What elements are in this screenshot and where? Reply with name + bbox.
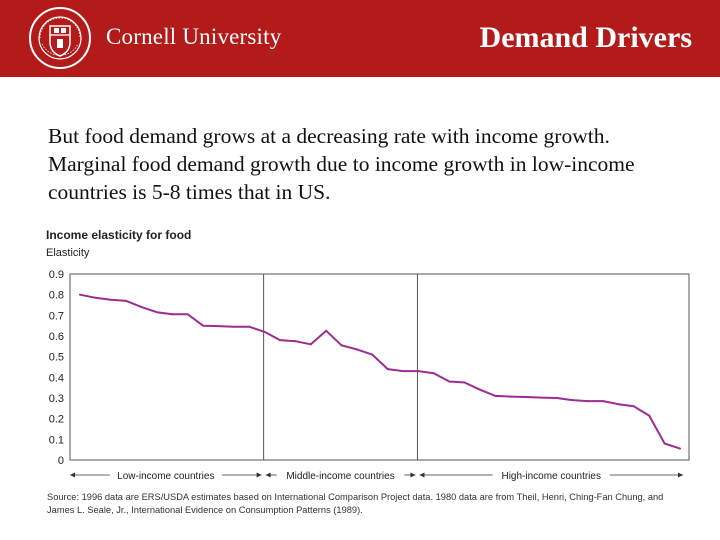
data-point [617,403,619,405]
y-tick-label: 0.5 [48,351,64,364]
y-tick-label: 0 [57,455,64,467]
data-point [356,348,358,350]
data-point [341,344,343,346]
arrowhead-left [419,473,424,478]
data-point [494,395,496,397]
arrowhead-right [410,473,415,478]
data-point [433,372,435,374]
arrowhead-left [266,473,271,478]
data-point [110,299,112,301]
data-point [402,370,404,372]
data-point [125,300,127,302]
data-point [141,306,143,308]
data-point [417,370,419,372]
data-point [94,297,96,299]
chart-title: Income elasticity for food [46,228,192,242]
y-tick-label: 0.9 [48,269,64,281]
y-tick-label: 0.8 [48,289,64,302]
data-point [587,400,589,402]
data-point [664,442,666,444]
data-point [202,325,204,327]
data-point [633,405,635,407]
data-point [264,331,266,333]
slide-title: Demand Drivers [479,21,692,54]
data-point [448,380,450,382]
data-point [464,382,466,384]
data-point [325,330,327,332]
data-point [217,325,219,327]
arrowhead-left [70,473,75,478]
data-point [679,448,681,450]
data-point [156,311,158,313]
group-label: Middle-income countries [286,471,395,482]
data-point [648,415,650,417]
y-tick-label: 0.3 [48,393,64,405]
data-point [510,396,512,398]
y-tick-label: 0.4 [48,372,64,385]
data-point [279,339,281,341]
chart-y-axis-label: Elasticity [46,247,90,259]
data-point [310,343,312,345]
data-point [387,368,389,370]
data-point [371,354,373,356]
y-tick-label: 0.6 [48,331,64,343]
data-point [294,340,296,342]
data-point [187,313,189,315]
y-tick-label: 0.1 [48,434,64,447]
data-point [525,396,527,398]
data-point [556,397,558,399]
data-point [79,294,81,296]
y-tick-label: 0.7 [48,310,64,323]
y-tick-label: 0.2 [48,413,64,426]
chart-source-note: Source: 1996 data are ERS/USDA estimates based on International Comparison Project data. 1980 data are from Theil, Henri, Ching-Fan Chung, and James L. Seale, Jr., International Evidence on Consumption Patterns (1989). [47,492,664,515]
data-point [479,389,481,391]
data-point [602,400,604,402]
university-wordmark: Cornell University [106,24,282,49]
data-point [571,399,573,401]
data-point [248,326,250,328]
data-point [171,313,173,315]
elasticity-line [80,295,680,449]
data-point [541,397,543,399]
arrowhead-right [257,473,262,478]
data-point [233,326,235,328]
group-label: Low-income countries [117,471,215,482]
arrowhead-right [678,473,683,478]
body-paragraph: But food demand grows at a decreasing rate with income growth. Marginal food demand growth due to income growth in low-income countries is 5-8 times that in US. [48,124,635,204]
plot-frame [70,274,689,460]
group-label: High-income countries [501,471,601,482]
